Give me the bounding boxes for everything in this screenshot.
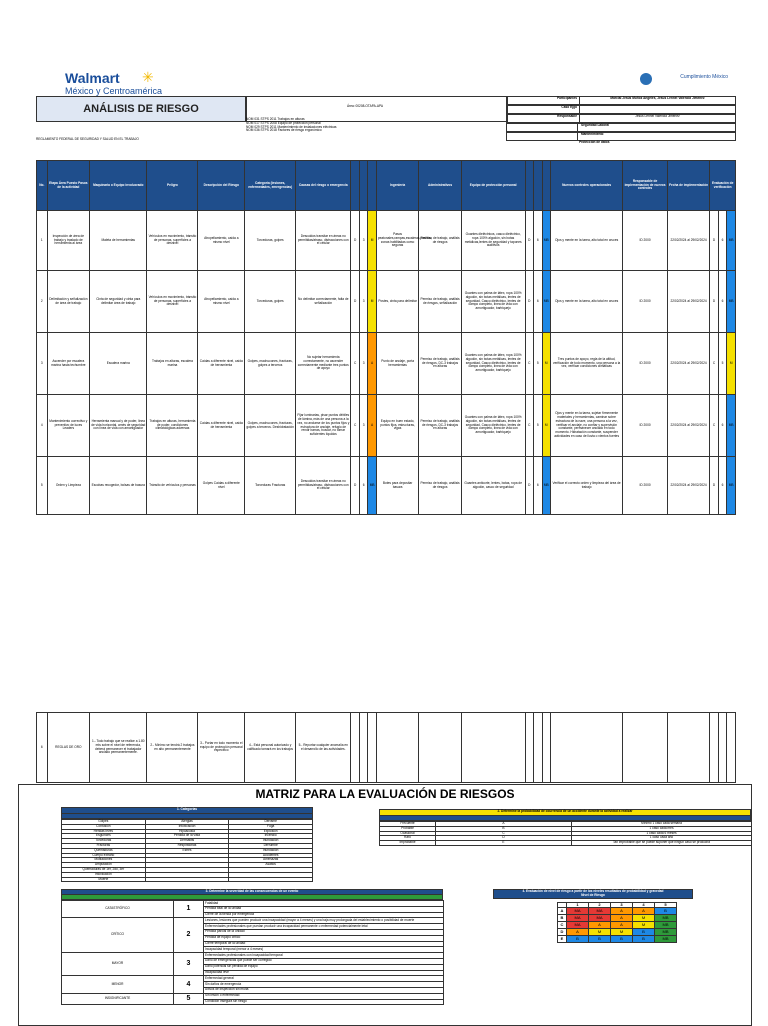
- heatmap-row: [558, 908, 677, 915]
- severity-description: Pérdida total de la unidad: [204, 906, 444, 912]
- row-responsible: ID 2000: [623, 333, 668, 395]
- severity-description: Sin lesión o enfermedad: [204, 993, 444, 999]
- row-ppe: Guantes anticorte, lentes, botas, ropa de algodón, casco de seguridad: [461, 457, 525, 515]
- col-machinery: Maquinaria o Equipo involucrado: [90, 161, 147, 211]
- heatmap-col-label: 2: [589, 902, 611, 908]
- heatmap-cell: B: [633, 936, 655, 943]
- severity-description: Cierre de la tienda por emergencia: [204, 912, 444, 918]
- probability-cell: Mínimo 1 caso cada semana: [572, 822, 752, 827]
- row-probability: D: [351, 457, 359, 515]
- table-header-row: [37, 161, 736, 211]
- heatmap-col-label: 5: [655, 902, 677, 908]
- row-administrative: Permiso de trabajo, análisis de riesgos: [419, 457, 461, 515]
- category-cell: Alergias: [145, 820, 229, 825]
- row-verif-level: M: [727, 333, 736, 395]
- row-level-2: M: [542, 395, 550, 457]
- heatmap-cell: B: [611, 936, 633, 943]
- row-engineering: Pasos peatonales,rampas,escaleras,pasillos, zonas habilitadas como seguras: [376, 211, 418, 271]
- row-danger: Vehículos en movimiento, tránsito de personas, superficies a desnivel: [147, 271, 198, 333]
- matrix-title: MATRIZ PARA LA EVALUACIÓN DE RIESGOS: [255, 787, 515, 801]
- heatmap-row: [558, 922, 677, 929]
- col-causes: Causas del riesgo o emergencia: [296, 161, 351, 211]
- row-no: 3: [37, 333, 48, 395]
- row-causes: Descuidos transitar en áreas no permitidas/atraso, distracciones con el celular: [296, 457, 351, 515]
- severity-description: Pérdida de equipo crítico: [204, 935, 444, 941]
- row-category: Torceduras Fracturas: [245, 457, 296, 515]
- row-new-controls: Ojos y mente en la tarea, alto total en cruces: [551, 211, 623, 271]
- severity-description: Daño de emergencias que puede ser corregido: [204, 958, 444, 964]
- probability-cell: Raro: [380, 836, 436, 841]
- row-new-controls: Tres puntos de apoyo, regla de la altitud, verificación de todo momento, una persona a la vez, verificar condiciones climáticas: [551, 333, 623, 395]
- row-verif-p: C: [710, 333, 718, 395]
- security-label: Seguridad Laboral: [577, 124, 735, 131]
- heatmap-subtitle: Nivel de Riesgo: [581, 892, 605, 897]
- col-no: No.: [37, 161, 48, 211]
- probability-title: 2. Determine la probabilidad de ocurrencia de un accidente durante la actividad a realizar: [379, 809, 751, 816]
- col-impl-date: Fecha de implementación: [667, 161, 709, 211]
- row-machinery: Herramienta manual y de poder, línea de vida horizontal, arnés de seguridad con línea de vida con amortiguador: [90, 395, 147, 457]
- probability-cell: Ocasional: [380, 831, 436, 836]
- gold-rules-row: [37, 713, 736, 783]
- area-code: Área: 00208-OTAPA-APA: [347, 104, 383, 108]
- gold-rules-label: REGLAS DE ORO: [47, 713, 89, 783]
- row-category: Torceduras, golpes: [245, 271, 296, 333]
- severity-description: Condición insegura sin riesgo: [204, 999, 444, 1005]
- probability-cell: Tan improbable que se puede suponer que ningún caso se producirá: [572, 841, 752, 846]
- row-step: Delimitación y señalización de área de trabajo: [47, 271, 89, 333]
- regulation-line: NOM 031 STPS 2011 Trabajos en alturas: [246, 117, 305, 121]
- category-cell: Quemaduras: [62, 848, 146, 853]
- row-engineering: Punto de anclaje, porta herramientas: [376, 333, 418, 395]
- category-cell: Amputación: [62, 863, 146, 868]
- row-level-2: MB: [542, 457, 550, 515]
- category-cell: Torceduras: [62, 839, 146, 844]
- heatmap-row: [558, 929, 677, 936]
- category-cell: Contusión: [62, 824, 146, 829]
- row-probability-2: D: [525, 271, 533, 333]
- row-risk: Atropellamiento, caída a mismo nivel: [198, 271, 245, 333]
- row-verif-p: D: [710, 211, 718, 271]
- row-probability: D: [351, 271, 359, 333]
- col-new-controls: Nuevos controles operacionales: [551, 161, 623, 211]
- row-verif-s: 6: [718, 395, 726, 457]
- row-severity-2: 5: [534, 395, 542, 457]
- category-cell: Golpes: [62, 820, 146, 825]
- protection-label: Protección de datos: [579, 140, 610, 144]
- row-danger: Tránsito de vehículos y personas: [147, 457, 198, 515]
- row-verif-s: 6: [718, 211, 726, 271]
- row-engineering: Botes para depositar basura: [376, 457, 418, 515]
- row-verif-s: 6: [718, 271, 726, 333]
- heatmap-cell: MA: [589, 915, 611, 922]
- categories-title: 1. Categorías: [61, 807, 313, 814]
- row-new-controls: Ojos y mente en la tarea, sujetar firmemente materiales y herramientas, caminar sobre estructura de la nave, una persona a la vez, verificar el anclaje, no confiar y supervisión constante, permanecer anclado en todo momento. Hidratación constante, suspender actividades en caso de lluvia o vientos fuertes: [551, 395, 623, 457]
- heatmap-col-label: 3: [611, 902, 633, 908]
- row-severity-2: 6: [534, 457, 542, 515]
- severity-description: Pérdida parcial de la unidad: [204, 929, 444, 935]
- category-cell: [229, 877, 313, 882]
- category-cell: Pérdida de la vista: [145, 834, 229, 839]
- row-administrative: Permiso de trabajo, análisis de riesgos, DC-3 trabajos en alturas: [419, 395, 461, 457]
- col-verification: Evaluación de verificación: [710, 161, 736, 211]
- severity-value: 3: [174, 953, 204, 976]
- row-causes: No delimitar correctamente, falta de señalización: [296, 271, 351, 333]
- row-category: Torceduras, golpes: [245, 211, 296, 271]
- row-date: 22/02/2024 al 29/02/2024: [667, 333, 709, 395]
- category-cell: Estrés: [145, 848, 229, 853]
- heatmap-cell: M: [633, 922, 655, 929]
- category-cell: Dermatitis: [145, 839, 229, 844]
- risk-matrix: [18, 784, 752, 1026]
- heatmap-block: [493, 889, 693, 943]
- row-severity-2: 5: [534, 333, 542, 395]
- regulation-line: NOM 029 STPS 2011 Mantenimiento de instalaciones eléctricas: [246, 124, 337, 129]
- row-danger: Trabajos en alturas, escalera marina: [147, 333, 198, 395]
- categories-table: [61, 807, 313, 882]
- severity-description: Daño potencial sin pérdida de equipo: [204, 964, 444, 970]
- heatmap-cell: B: [655, 908, 677, 915]
- gold-rules-no: 6: [37, 713, 48, 783]
- col-risk: Descripción del Riesgo: [198, 161, 245, 211]
- severity-description: Lesiones, lesiones que pueden producir una incapacidad (mayor a 4 meses) y una baja muy prolongada del establecimiento o posibilidad de muerte: [204, 918, 444, 924]
- probability-table: [379, 809, 751, 846]
- row-severity: 3: [359, 271, 367, 333]
- probability-cell: Frecuente: [380, 822, 436, 827]
- row-level-2: M: [542, 333, 550, 395]
- heatmap-cell: A: [611, 908, 633, 915]
- severity-description: Cierre temporal de la unidad: [204, 941, 444, 947]
- severity-description: Enfermedades profesionales que puedan producir una incapacidad permanente o enfermedad potencialmente letal: [204, 924, 444, 930]
- heatmap-cell: MB: [655, 915, 677, 922]
- probability-cell: E: [436, 841, 572, 846]
- row-risk: Golpes Caídas a diferente nivel: [198, 457, 245, 515]
- row-no: 1: [37, 211, 48, 271]
- heatmap-row-label: C: [558, 922, 567, 929]
- compliance-icon: [640, 73, 652, 85]
- row-probability: C: [351, 333, 359, 395]
- col-category: Categoría (lesiones, enfermedades, emergencias): [245, 161, 296, 211]
- row-category: Golpes, machucones, fracturas, golpes a terceros. Deshidratación: [245, 395, 296, 457]
- severity-value: 5: [174, 993, 204, 1005]
- heatmap-cell: M: [633, 915, 655, 922]
- row-severity: 3: [359, 211, 367, 271]
- probability-cell: Probable: [380, 826, 436, 831]
- heatmap-cell: MB: [655, 929, 677, 936]
- category-cell: Esguinces: [62, 834, 146, 839]
- col-administrative: Administrativos: [419, 161, 461, 211]
- row-severity-2: 6: [534, 211, 542, 271]
- row-verif-p: D: [710, 457, 718, 515]
- category-row: [62, 877, 313, 882]
- severity-table: [61, 889, 443, 1005]
- severity-description: Avisos de inspección sin multa: [204, 987, 444, 993]
- row-level: M: [368, 271, 376, 333]
- heatmap-row-label: A: [558, 908, 567, 915]
- severity-description: Enfermedades profesionales con incapacidad temporal: [204, 953, 444, 959]
- severity-label: CATASTRÓFICO: [62, 901, 174, 918]
- severity-description: Incapacidad leve: [204, 970, 444, 976]
- row-danger: Trabajos en alturas, herramienta de poder, condiciones climatológicas adversas: [147, 395, 198, 457]
- heatmap-cell: MA: [567, 922, 589, 929]
- probability-cell: A: [436, 822, 572, 827]
- category-cell: Asaltos: [229, 863, 313, 868]
- spark-icon: ✳: [142, 69, 154, 85]
- category-cell: Incendio: [229, 834, 313, 839]
- gold-rule-2: 2.- Mínimo se tendrá 2 trabajos en alto permanentemente: [147, 713, 198, 783]
- participants-label: Participantes: [556, 96, 577, 100]
- row-machinery: Escobas recogedor, bolsas de basura: [90, 457, 147, 515]
- row-level: MB: [368, 457, 376, 515]
- row-date: 22/02/2024 al 29/02/2024: [667, 395, 709, 457]
- row-probability-2: C: [525, 333, 533, 395]
- regulations: [36, 138, 496, 142]
- row-risk: Caídas a diferente nivel, caída de herramienta: [198, 395, 245, 457]
- table-row: [37, 271, 736, 333]
- row-verif-p: C: [710, 395, 718, 457]
- row-level-2: MB: [542, 271, 550, 333]
- col-danger: Peligro: [147, 161, 198, 211]
- regulation-line: NOM 036 STPS 2018 Factores de riesgo ergonómico: [246, 128, 322, 133]
- table-row: [37, 333, 736, 395]
- participants-value: Marcial Jesús Muñoz Angeles, Jesus Lennel Valencia Jimenez: [579, 97, 735, 104]
- row-probability: D: [351, 211, 359, 271]
- row-level-2: MB: [542, 211, 550, 271]
- row-risk: Caídas a diferente nivel, caída de herramienta: [198, 333, 245, 395]
- probability-row: [380, 841, 752, 846]
- category-cell: Hipoacusia: [145, 829, 229, 834]
- row-probability: C: [351, 395, 359, 457]
- category-cell: Fracturas: [62, 843, 146, 848]
- category-cell: Derrumbe: [229, 843, 313, 848]
- row-engineering: Equipo en buen estado, puntos fijos, estructuras, vigas: [376, 395, 418, 457]
- heatmap-cell: MB: [655, 922, 677, 929]
- severity-value: 1: [174, 901, 204, 918]
- category-cell: Derrame: [229, 820, 313, 825]
- row-machinery: Escalera marina: [90, 333, 147, 395]
- row-level: M: [368, 211, 376, 271]
- row-severity: 6: [359, 457, 367, 515]
- category-cell: Intoxicación: [62, 872, 146, 877]
- row-responsible: ID 2000: [623, 395, 668, 457]
- row-verif-s: 6: [718, 457, 726, 515]
- row-probability-2: D: [525, 211, 533, 271]
- probability-cell: 1 caso cada año: [572, 836, 752, 841]
- table-row: [37, 211, 736, 271]
- heatmap-cell: B: [633, 929, 655, 936]
- heatmap-row: [558, 915, 677, 922]
- row-verif-level: MB: [727, 395, 736, 457]
- gold-rule-3: 3.- Portar en todo momento el equipo de protección personal específico: [198, 713, 245, 783]
- heatmap-row-label: E: [558, 936, 567, 943]
- severity-label: CRÍTICO: [62, 918, 174, 953]
- probability-cell: Improbable: [380, 841, 436, 846]
- row-verif-s: 5: [718, 333, 726, 395]
- heatmap-cell: A: [589, 922, 611, 929]
- row-responsible: ID 2000: [623, 271, 668, 333]
- table-row: [37, 395, 736, 457]
- responsible-value: Jesus Lennel Valencia Jimenez: [579, 115, 735, 122]
- col-step: Etapa Área Puesto Pasos de la actividad: [47, 161, 89, 211]
- maintenance-label: Mantenimiento: [577, 133, 735, 140]
- heatmap-cell: M: [611, 929, 633, 936]
- category-cell: Amenazas: [229, 858, 313, 863]
- category-cell: Explosión: [229, 829, 313, 834]
- heatmap-cell: A: [611, 922, 633, 929]
- heatmap-col-label: 1: [567, 902, 589, 908]
- heatmap-cell: M: [589, 929, 611, 936]
- category-cell: [145, 877, 229, 882]
- category-cell: Quemaduras de 1er, 2do, 3er: [62, 867, 146, 872]
- heatmap-row-label: B: [558, 915, 567, 922]
- row-ppe: Guantes con palma de látex, ropa 100% algodón, sin botas metálicas, lentes de seguridad, Casco dieléctrico, lentes de campo completo, línea de vida con amortiguador, barbiquejo: [461, 333, 525, 395]
- severity-description: Incapacidad temporal (menor a 4 meses): [204, 947, 444, 953]
- row-risk: Atropellamiento, caída a mismo nivel: [198, 211, 245, 271]
- row-severity: 3: [359, 333, 367, 395]
- row-danger: Vehículos en movimiento, tránsito de personas, superficies a desnivel: [147, 211, 198, 271]
- heatmap-cell: B: [589, 936, 611, 943]
- heatmap-cell: MA: [589, 908, 611, 915]
- table-row: [37, 457, 736, 515]
- category-cell: Inundación: [229, 839, 313, 844]
- heatmap-title-text: 4. Evaluación de nivel de riesgo a partir de los niveles resultados de probabilidad y gravedad: [522, 889, 664, 893]
- heatmap-row: [558, 936, 677, 943]
- category-cell: Cuerpo extraño: [62, 853, 146, 858]
- row-no: 5: [37, 457, 48, 515]
- col-impl-resp: Responsable de implementación de nuevos controles: [623, 161, 668, 211]
- gold-rule-4: 4.- Está personal autorizado y calificado tomará en los trabajos: [245, 713, 296, 783]
- row-severity-2: 6: [534, 271, 542, 333]
- row-verif-level: MB: [727, 211, 736, 271]
- category-cell: Heridas leves: [62, 829, 146, 834]
- row-date: 22/02/2024 al 29/02/2024: [667, 211, 709, 271]
- severity-title: 3. Determine la severidad de las consecuencias de un evento: [61, 889, 443, 895]
- heatmap-cell: B: [567, 936, 589, 943]
- row-verif-level: MB: [727, 271, 736, 333]
- brand-name: Walmart: [65, 70, 120, 86]
- category-cell: Intoxicación: [145, 824, 229, 829]
- gold-rule-1: 1.- Todo trabajo que se realice a 1.80 mts sobre el nivel de referencia, deberá permanecer el trabajador anclado permanentemente.: [90, 713, 147, 783]
- row-step: Mantenimiento correctivo y preventivo de luces Leaders: [47, 395, 89, 457]
- severity-description: Sin daños de emergencia: [204, 982, 444, 988]
- heatmap-cell: MA: [567, 908, 589, 915]
- row-ppe: Guantes con palma de látex, ropa 100% algodón, sin botas metálicas, lentes de seguridad, Casco dieléctrico, lentes de campo completo, línea de vida con amortiguador, barbiquejo: [461, 271, 525, 333]
- probability-cell: C: [436, 831, 572, 836]
- risk-table: [36, 160, 736, 515]
- severity-value: 4: [174, 976, 204, 993]
- brand-logo: [65, 70, 162, 96]
- severity-label: MENOR: [62, 976, 174, 993]
- heatmap-cell: A: [633, 908, 655, 915]
- row-new-controls: Ojos y mente en la tarea, alto total en cruces: [551, 271, 623, 333]
- heatmap-row-label: D: [558, 929, 567, 936]
- row-level: A: [368, 395, 376, 457]
- heatmap-col-label: 4: [633, 902, 655, 908]
- severity-label: INSIGNIFICANTE: [62, 993, 174, 1005]
- row-verif-p: D: [710, 271, 718, 333]
- row-machinery: Cinta de seguridad y cinta para delimitar área de trabajo: [90, 271, 147, 333]
- gold-rules-table: [36, 712, 736, 783]
- row-step: Inspección de área de trabajo y traslado de herramienta al área: [47, 211, 89, 271]
- heatmap-cell: A: [611, 915, 633, 922]
- row-no: 4: [37, 395, 48, 457]
- heatmap-title: [493, 889, 693, 899]
- brand-subtitle: México y Centroamérica: [65, 86, 163, 96]
- row-date: 22/02/2024 al 29/02/2024: [667, 271, 709, 333]
- row-machinery: Maleta de herramientas: [90, 211, 147, 271]
- row-no: 2: [37, 271, 48, 333]
- row-level: A: [368, 333, 376, 395]
- row-ppe: Guantes con palma de látex, ropa 100% algodón, sin botas metálicas, lentes de seguridad, Casco dieléctrico, lentes de campo completo, línea de vida con amortiguador, barbiquejo: [461, 395, 525, 457]
- doc-title: ANÁLISIS DE RIESGO: [83, 103, 199, 115]
- gold-rule-5: 5.- Reportar cualquier anomalía en el desarrollo de las actividades.: [296, 713, 351, 783]
- category-cell: Fuga: [229, 824, 313, 829]
- row-causes: Fijar luminarias, pisar puntos débiles de lámina, más de una persona a la vez, no anclarse de los puntos fijos y estructura de anclaje, refugio de rendir barras, buscar, no tomar suficientes líquidos: [296, 395, 351, 457]
- row-ppe: Guantes dieléctricos, casco dieléctrico, ropa 100% algodón, sin botas metálicas,lentes de seguridad y tapones auditivos: [461, 211, 525, 271]
- compliance-label: Cumplimiento México: [680, 74, 728, 80]
- row-severity: 3: [359, 395, 367, 457]
- row-probability-2: C: [525, 395, 533, 457]
- probability-cell: 1 caso cada mes: [572, 826, 752, 831]
- header-block: [36, 96, 736, 160]
- row-responsible: ID 2000: [623, 457, 668, 515]
- row-step: Orden y Limpieza: [47, 457, 89, 515]
- row-new-controls: Verificar el correcto orden y limpieza del área de trabajo: [551, 457, 623, 515]
- heatmap-cell: MB: [655, 936, 677, 943]
- doc-title-box: [36, 96, 246, 122]
- severity-description: Fatalidad: [204, 901, 444, 907]
- row-engineering: Postes, cinta para delimitar: [376, 271, 418, 333]
- regulation-line: REGLAMENTO FEDERAL DE SEGURIDAD Y SALUD EN EL TRABAJO: [36, 137, 139, 141]
- category-cell: Accidentes: [229, 853, 313, 858]
- row-administrative: Permiso de trabajo, análisis de riesgos: [419, 211, 461, 271]
- regulations-list: [246, 118, 506, 133]
- row-causes: No sujetar herramienta correctamente, no ascender correctamente mediante tres puntos de apoyo: [296, 333, 351, 395]
- heatmap-cell: A: [567, 929, 589, 936]
- col-ppe: Equipo de protección personal: [461, 161, 525, 211]
- severity-description: Enfermedad general: [204, 976, 444, 982]
- category-cell: Mutilaciones: [62, 858, 146, 863]
- responsible-label: Responsable: [557, 114, 577, 118]
- severity-value: 2: [174, 918, 204, 953]
- row-verif-level: MB: [727, 457, 736, 515]
- row-probability-2: D: [525, 457, 533, 515]
- category-cell: Muerte: [62, 877, 146, 882]
- row-causes: Descuidos transitar en áreas no permitidas/atraso, distracciones con el celular: [296, 211, 351, 271]
- severity-label: MAYOR: [62, 953, 174, 976]
- heatmap-cell: MA: [567, 915, 589, 922]
- area-label: Caso Ejgo: [561, 105, 577, 109]
- row-category: Golpes, machucones, fracturas, golpes a terceros: [245, 333, 296, 395]
- regulation-line: NOM 017 STPS 2008 Equipo de protección personal: [246, 120, 321, 125]
- row-date: 22/02/2024 al 29/02/2024: [667, 457, 709, 515]
- row-responsible: ID 2000: [623, 211, 668, 271]
- category-cell: Respiratorias: [145, 843, 229, 848]
- row-administrative: Permiso de trabajo, análisis de riesgos, señalización: [419, 271, 461, 333]
- col-engineering: Ingeniería: [376, 161, 418, 211]
- probability-cell: D: [436, 836, 572, 841]
- row-step: Ascender por escalera marina hasta techumbre: [47, 333, 89, 395]
- participants-box: [506, 96, 736, 152]
- probability-cell: B: [436, 826, 572, 831]
- row-administrative: Permiso de trabajo, análisis de riesgos, DC-3 trabajos en alturas: [419, 333, 461, 395]
- category-cell: Inundación: [229, 848, 313, 853]
- probability-cell: 1 caso cada 6 meses: [572, 831, 752, 836]
